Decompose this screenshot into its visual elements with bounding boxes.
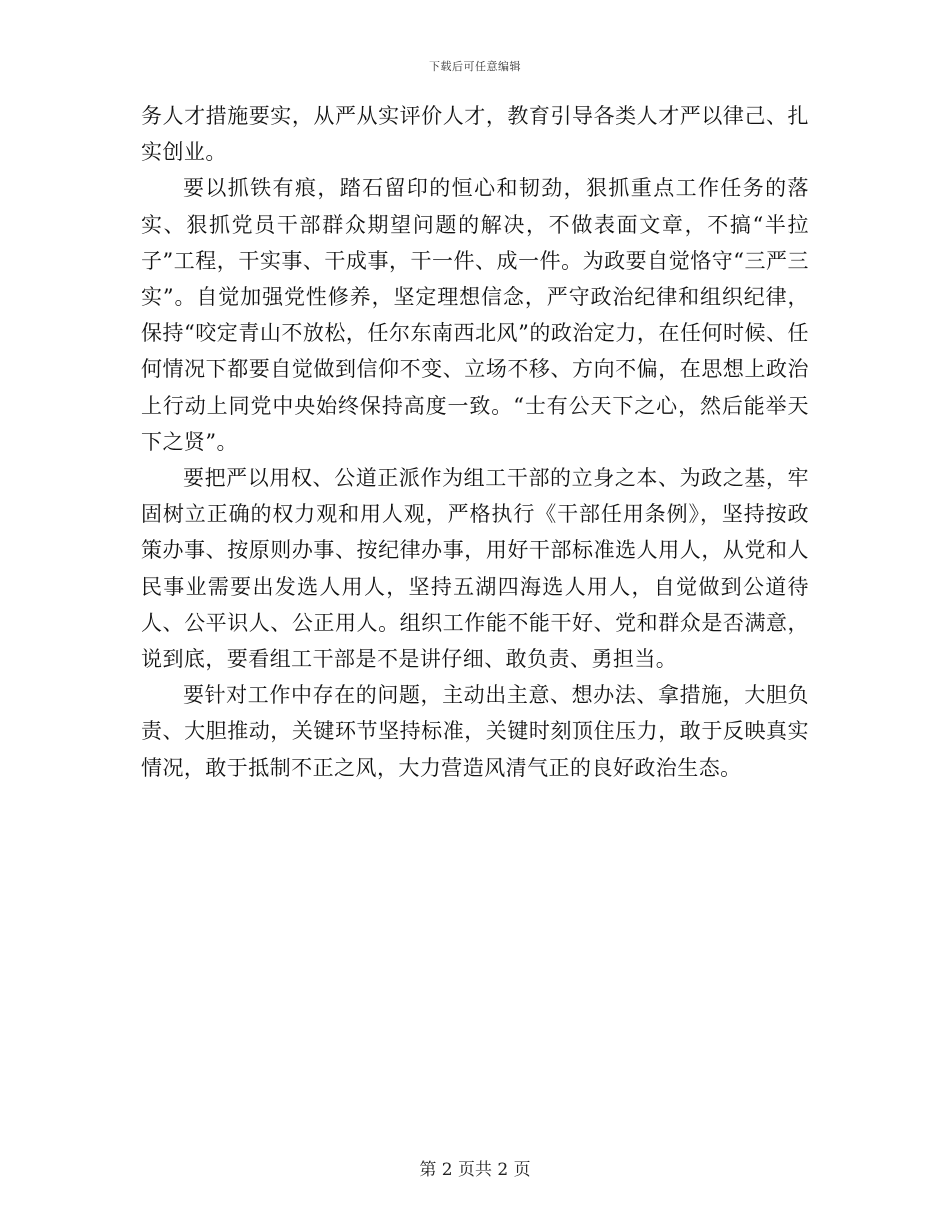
paragraph: 要针对工作中存在的问题，主动出主意、想办法、拿措施，大胆负责、大胆推动，关键环节坚持标准，关键时刻顶住压力，敢于反映真实情况，敢于抵制不正之风，大力营造风清气正的良好政治生态。	[141, 683, 809, 780]
paragraph-continuation: 务人才措施要实，从严从实评价人才，教育引导各类人才严以律己、扎实创业。	[141, 104, 809, 165]
page-number: 第 2 页共 2 页	[419, 1160, 531, 1180]
document-body	[141, 98, 809, 786]
header-note: 下载后可任意编辑	[429, 60, 521, 73]
paragraph: 要以抓铁有痕，踏石留印的恒心和韧劲，狠抓重点工作任务的落实、狠抓党员干部群众期望问题的解决，不做表面文章，不搞“半拉子”工程，干实事、干成事，干一件、成一件。为政要自觉恪守“三严三实”。自觉加强党性修养，坚定理想信念，严守政治纪律和组织纪律，保持“咬定青山不放松，任尔东南西北风”的政治定力，在任何时候、任何情况下都要自觉做到信仰不变、立场不移、方向不偏，在思想上政治上行动上同党中央始终保持高度一致。“士有公天下之心，然后能举天下之贤”。	[141, 176, 809, 454]
paragraph: 要把严以用权、公道正派作为组工干部的立身之本、为政之基，牢固树立正确的权力观和用人观，严格执行《干部任用条例》，坚持按政策办事、按原则办事、按纪律办事，用好干部标准选人用人，从党和人民事业需要出发选人用人，坚持五湖四海选人用人，自觉做到公道待人、公平识人、公正用人。组织工作能不能干好、党和群众是否满意，说到底，要看组工干部是不是讲仔细、敢负责、勇担当。	[141, 466, 809, 672]
